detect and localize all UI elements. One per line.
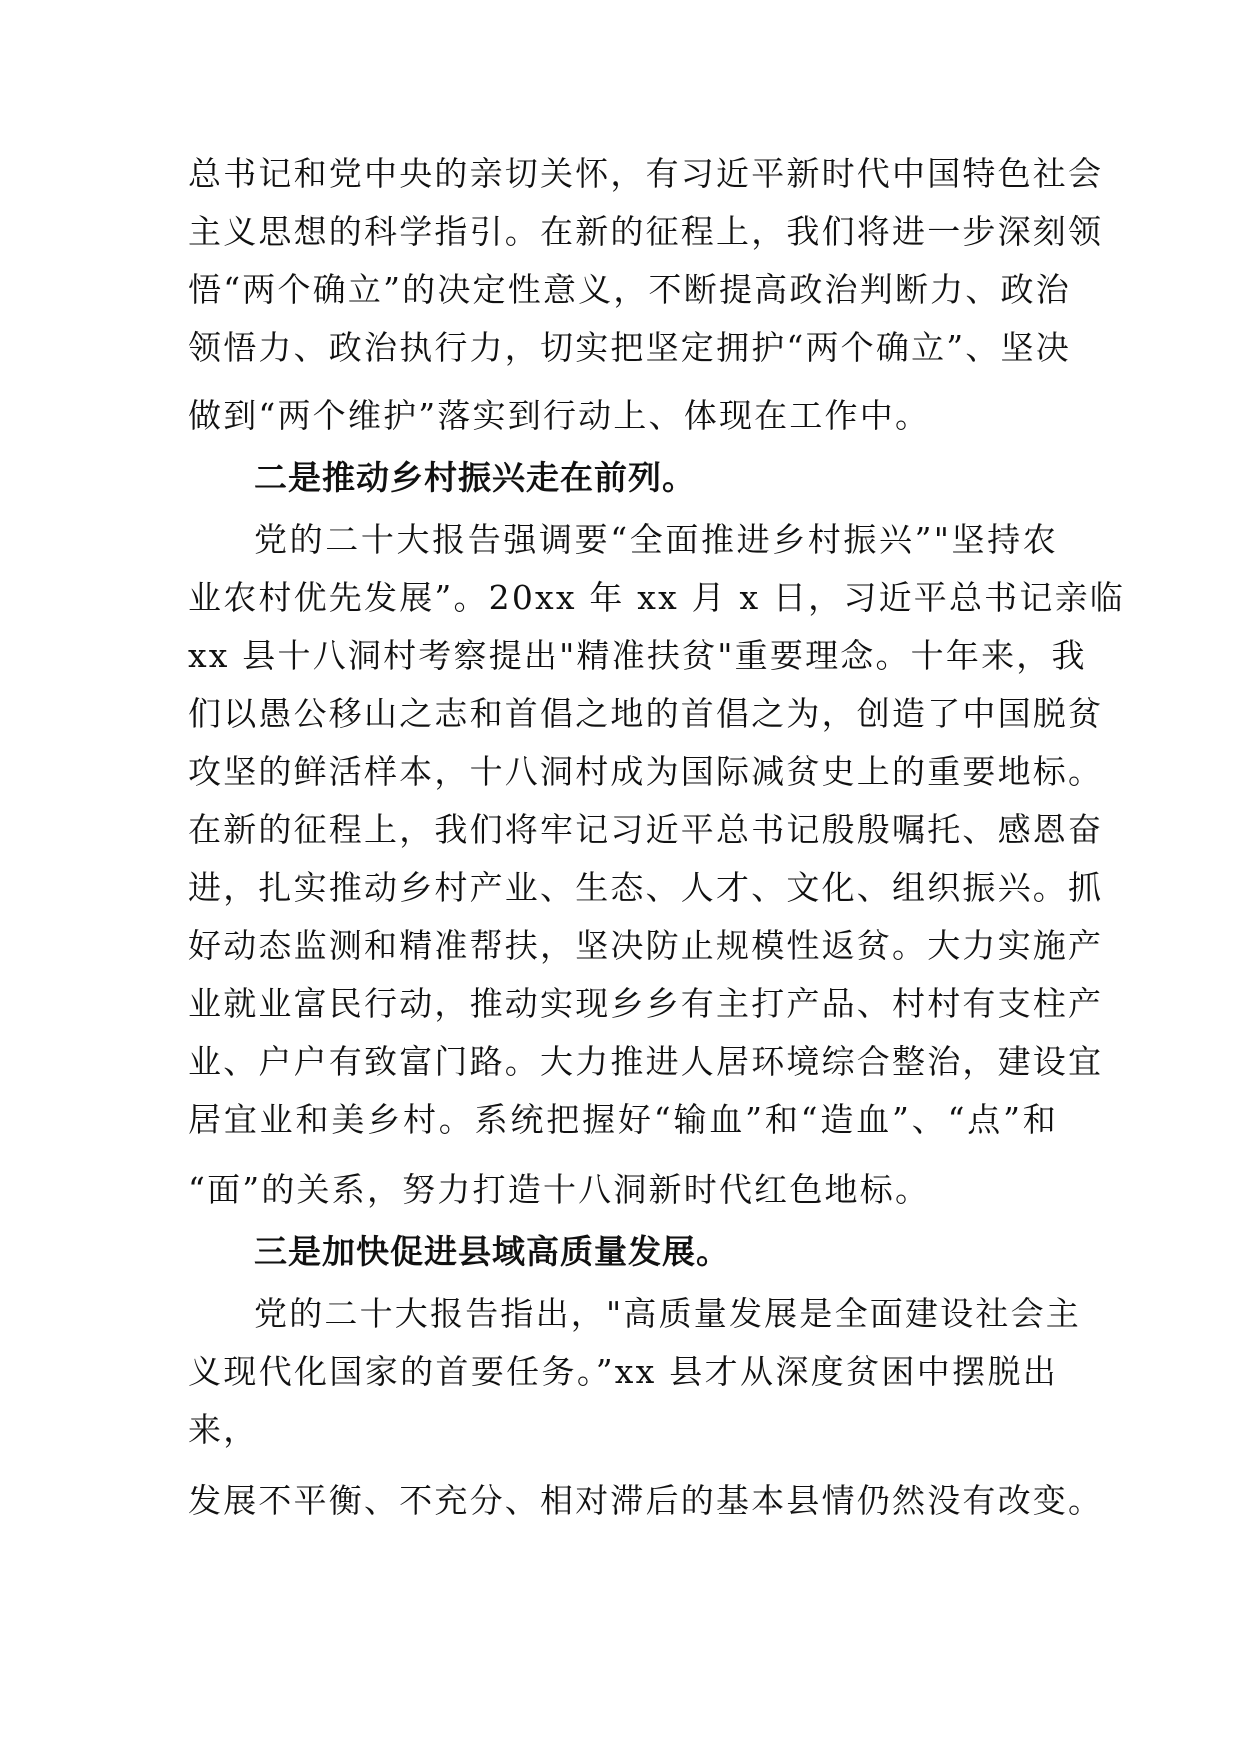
paragraph-line: 总书记和党中央的亲切关怀，有习近平新时代中国特色社会 <box>188 154 1104 193</box>
section-heading: 三是加快促进县域高质量发展。 <box>254 1232 730 1271</box>
paragraph-line: 党的二十大报告强调要“全面推进乡村振兴”"坚持农 <box>254 520 1058 559</box>
paragraph-line: 业农村优先发展”。20xx 年 xx 月 x 日，习近平总书记亲临 <box>188 578 1125 617</box>
paragraph-line: 党的二十大报告指出，"高质量发展是全面建设社会主 <box>254 1294 1081 1333</box>
paragraph-line: 悟“两个确立”的决定性意义，不断提高政治判断力、政治 <box>188 270 1071 309</box>
paragraph-line: xx 县十八洞村考察提出"精准扶贫"重要理念。十年来，我 <box>188 636 1087 675</box>
paragraph-line: 业、户户有致富门路。大力推进人居环境综合整治，建设宜 <box>188 1042 1104 1081</box>
paragraph-line: 领悟力、政治执行力，切实把坚定拥护“两个确立”、坚决 <box>188 328 1071 367</box>
paragraph-line: “面”的关系，努力打造十八洞新时代红色地标。 <box>188 1170 931 1209</box>
paragraph-line: 主义思想的科学指引。在新的征程上，我们将进一步深刻领 <box>188 212 1104 251</box>
paragraph-line: 做到“两个维护”落实到行动上、体现在工作中。 <box>188 396 931 435</box>
paragraph-line: 攻坚的鲜活样本，十八洞村成为国际减贫史上的重要地标。 <box>188 752 1104 791</box>
paragraph-line: 在新的征程上，我们将牢记习近平总书记殷殷嘱托、感恩奋 <box>188 810 1104 849</box>
paragraph-line: 进，扎实推动乡村产业、生态、人才、文化、组织振兴。抓 <box>188 868 1104 907</box>
paragraph-line: 来， <box>188 1410 259 1449</box>
paragraph-line: 发展不平衡、不充分、相对滞后的基本县情仍然没有改变。 <box>188 1481 1104 1520</box>
paragraph-line: 居宜业和美乡村。系统把握好“输血”和“造血”、“点”和 <box>188 1100 1058 1139</box>
paragraph-line: 们以愚公移山之志和首倡之地的首倡之为，创造了中国脱贫 <box>188 694 1104 733</box>
paragraph-line: 义现代化国家的首要任务。”xx 县才从深度贫困中摆脱出 <box>188 1352 1058 1391</box>
paragraph-line: 好动态监测和精准帮扶，坚决防止规模性返贫。大力实施产 <box>188 926 1104 965</box>
paragraph-line: 业就业富民行动，推动实现乡乡有主打产品、村村有支柱产 <box>188 984 1104 1023</box>
section-heading: 二是推动乡村振兴走在前列。 <box>254 458 696 497</box>
